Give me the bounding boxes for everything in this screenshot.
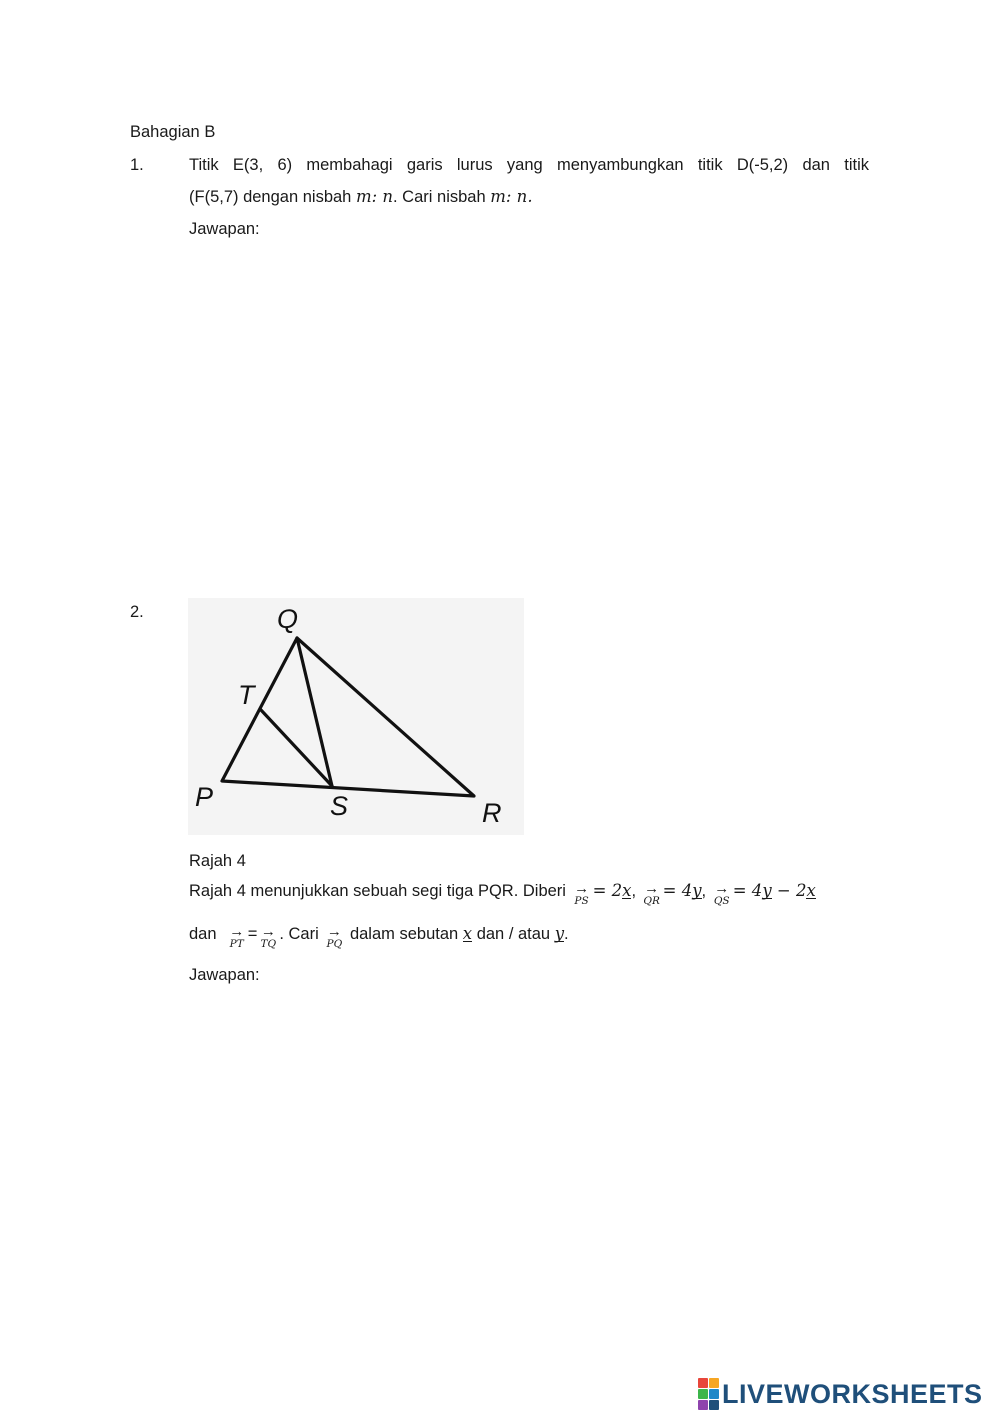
liveworksheets-logo	[698, 1378, 983, 1410]
section-title: Bahagian B	[130, 123, 216, 141]
word-dan: dan	[189, 925, 217, 943]
q2-statement-text: Rajah 4 menunjukkan sebuah segi tiga PQR. Diberi	[189, 882, 566, 900]
q1-line2	[189, 187, 533, 207]
q1-ratio: m: n	[355, 187, 394, 206]
q1-word: titik	[697, 156, 723, 174]
phrase-dalam-sebutan: dalam sebutan	[349, 925, 459, 943]
q2-statement-line2: dan → PT = → TQ . Cari → PQ dalam sebutan x dan / atau y.	[189, 923, 569, 950]
vector-pq: → PQ	[326, 923, 343, 950]
value-ps: = 2	[592, 881, 623, 900]
vector-tq: → TQ	[260, 923, 277, 950]
q1-word: D(-5,2)	[736, 156, 789, 174]
q1-line2-end: .	[527, 187, 533, 206]
q2-statement-line1: Rajah 4 menunjukkan sebuah segi tiga PQR. Diberi → PS = 2x, → QR = 4y, → QS = 4y − 2x	[189, 880, 816, 907]
liveworksheets-brand: LIVEWORKSHEETS	[722, 1379, 983, 1409]
label-t: T	[238, 680, 255, 710]
value-qr: = 4	[662, 881, 693, 900]
vector-x: x	[622, 881, 632, 900]
figure-caption: Rajah 4	[189, 852, 246, 870]
q1-word: yang	[506, 156, 543, 174]
q1-word: Titik	[189, 156, 219, 174]
q1-answer-label: Jawapan:	[189, 220, 260, 238]
q1-word: titik	[844, 156, 869, 174]
q1-word: 6)	[277, 156, 293, 174]
label-p: P	[195, 782, 214, 812]
q1-word: menyambungkan	[556, 156, 684, 174]
label-r: R	[482, 798, 502, 828]
triangle-figure	[188, 598, 524, 835]
q2-number: 2.	[130, 603, 144, 621]
phrase-dan-atau: dan / atau	[476, 925, 551, 943]
vector-y: y	[692, 881, 702, 900]
q1-line2-prefix: (F(5,7) dengan nisbah	[189, 188, 356, 206]
triangle-diagram	[188, 598, 524, 835]
q1-line2-mid: . Cari nisbah	[393, 188, 491, 206]
liveworksheets-logo-icon	[698, 1378, 719, 1410]
value-qs: = 4	[732, 881, 763, 900]
equals-sign: =	[247, 925, 258, 943]
q1-word: membahagi	[306, 156, 393, 174]
vector-ps: → PS	[574, 880, 590, 907]
q1-number: 1.	[130, 156, 144, 174]
vector-y: y	[762, 881, 772, 900]
segment-qs	[297, 638, 332, 786]
minus-sign: − 2	[771, 881, 807, 900]
word-cari: . Cari	[279, 925, 319, 943]
label-q: Q	[277, 604, 299, 634]
triangle-pqr	[222, 638, 474, 796]
label-s: S	[330, 791, 349, 821]
q1-word: garis	[406, 156, 443, 174]
segment-ts	[261, 710, 332, 786]
q2-answer-label: Jawapan:	[189, 966, 260, 984]
vector-qr: → QR	[643, 880, 660, 907]
vector-x: x	[806, 881, 816, 900]
q1-ratio-2: m: n	[490, 187, 528, 206]
vector-x: x	[462, 924, 473, 943]
vector-qs: → QS	[713, 880, 730, 907]
q1-line1	[189, 155, 869, 175]
q1-word: dan	[802, 156, 830, 174]
q1-word: lurus	[456, 156, 493, 174]
vector-pt: → PT	[229, 923, 245, 950]
vector-y: y	[554, 924, 565, 943]
q1-word: E(3,	[232, 156, 264, 174]
